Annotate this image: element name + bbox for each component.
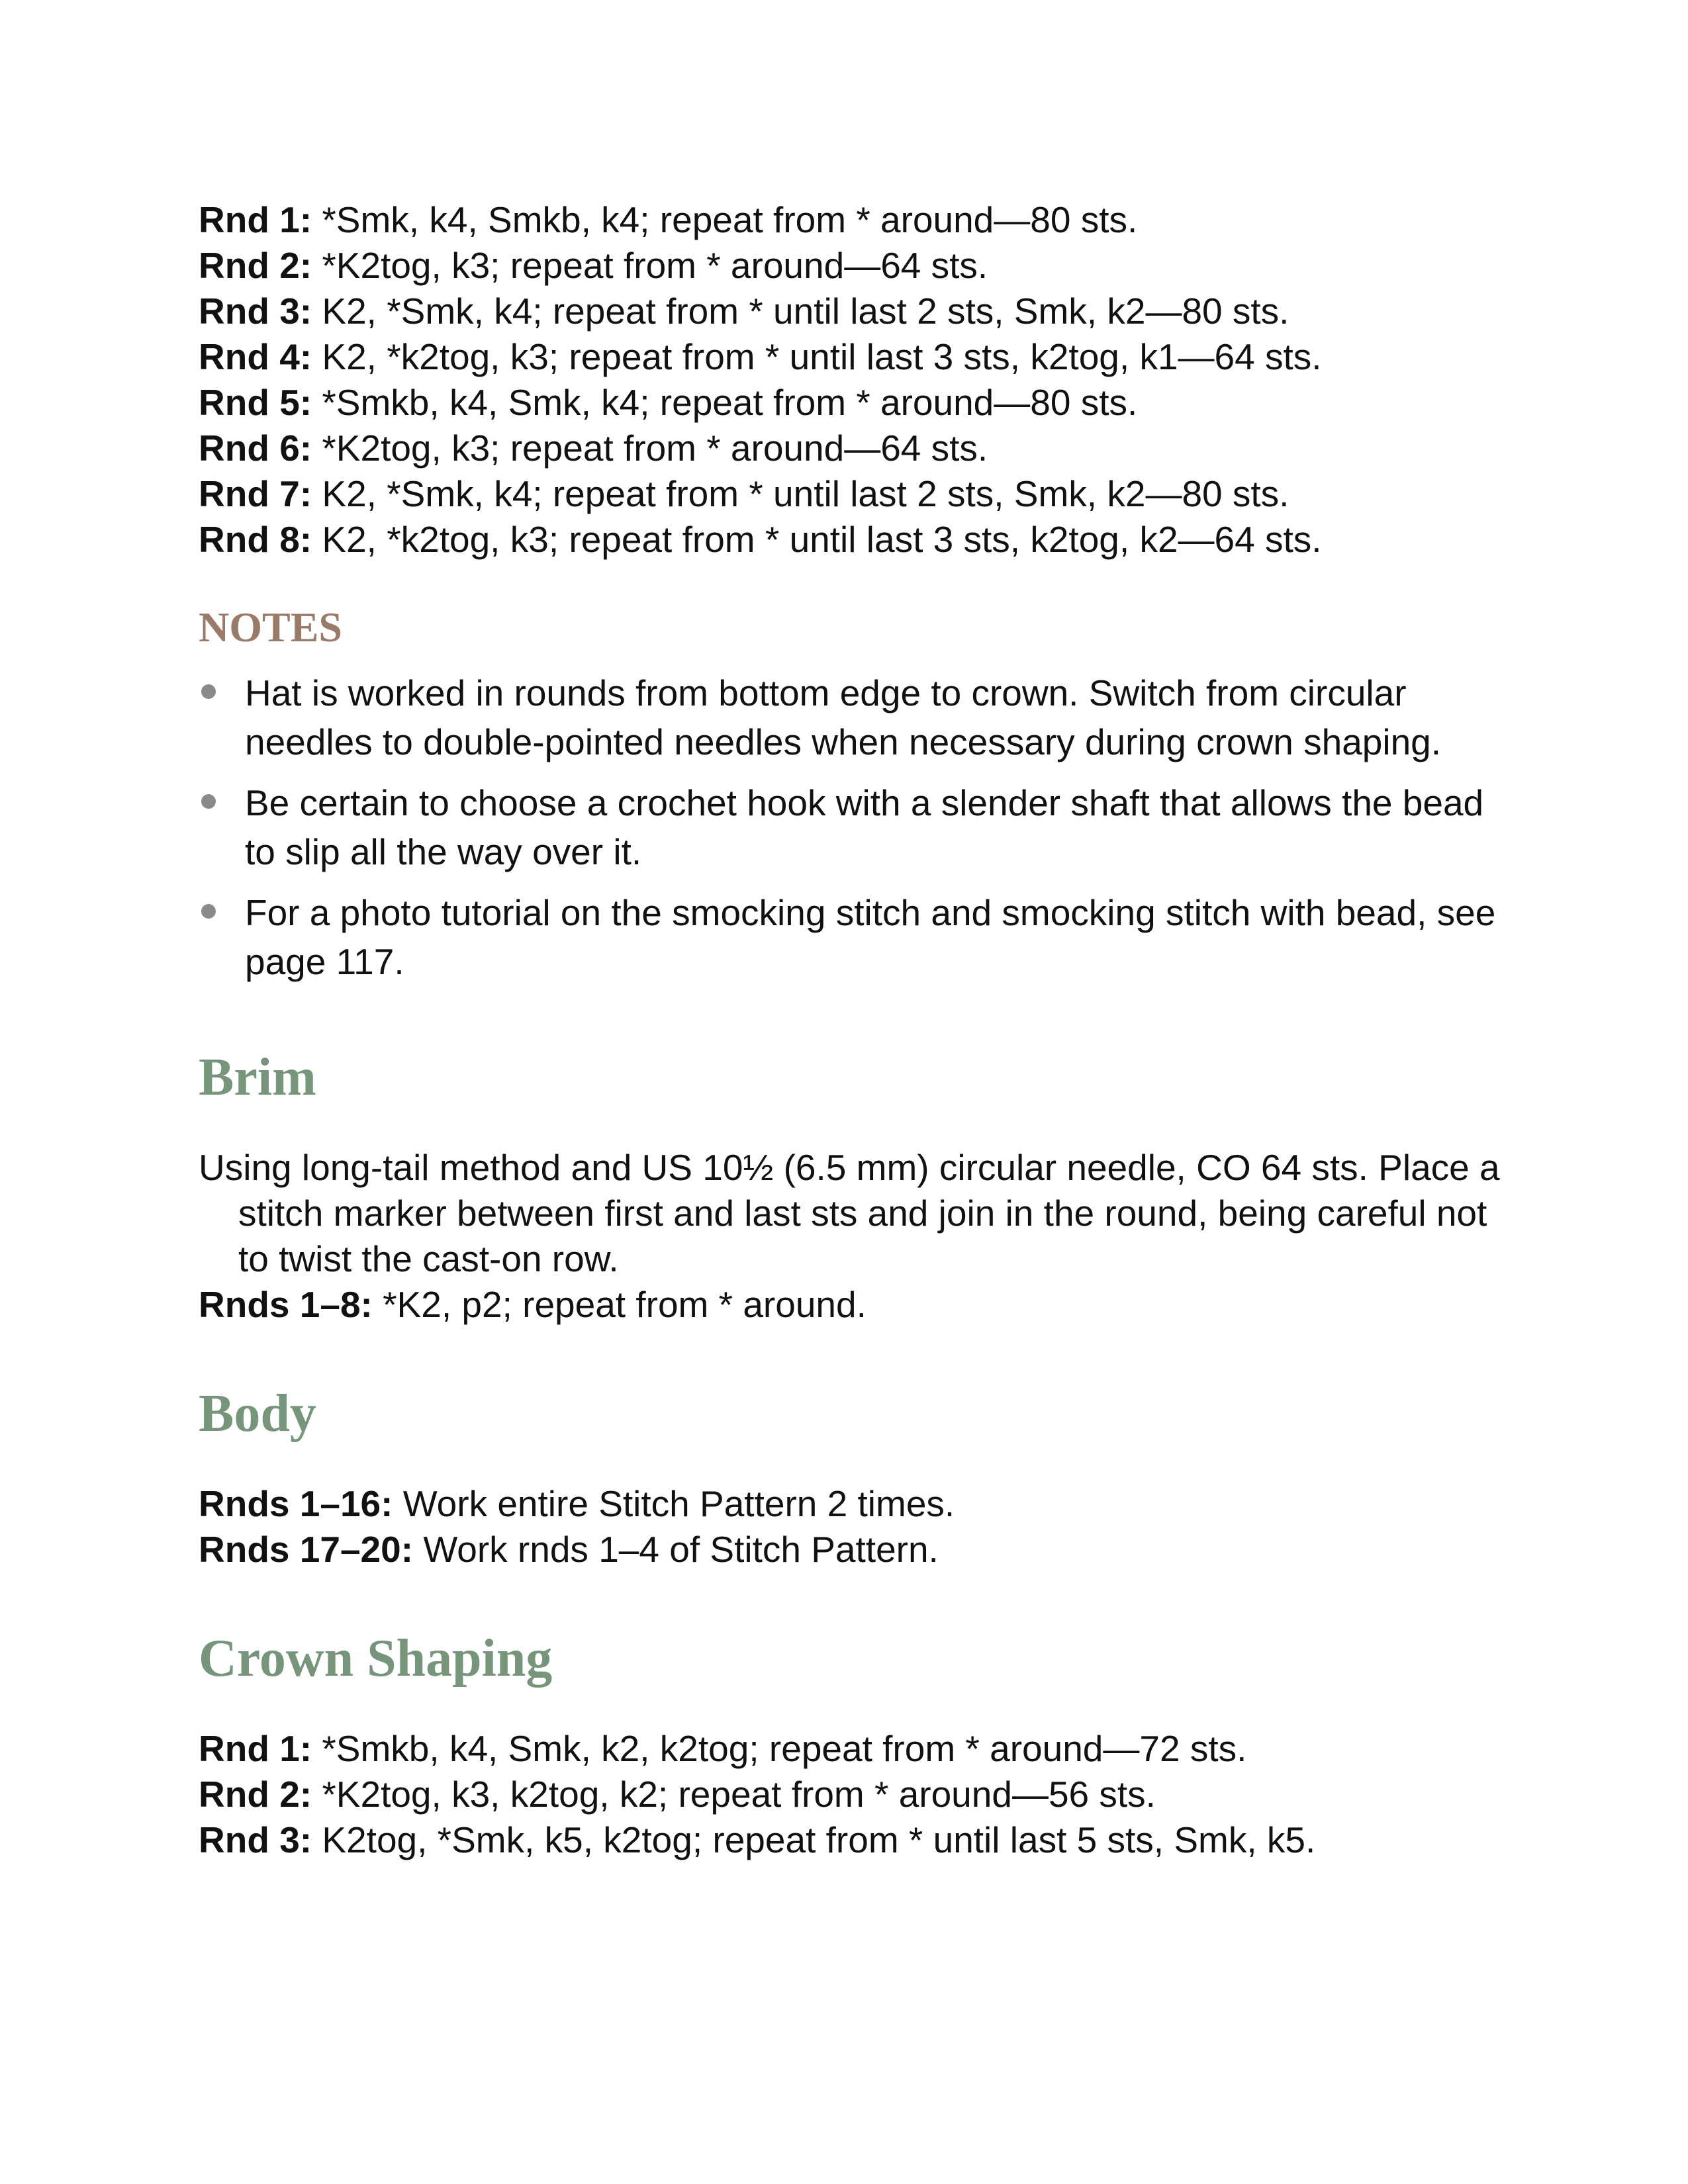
round-text: K2, *k2tog, k3; repeat from * until last 3 sts, k2tog, k2—64 sts. (312, 519, 1322, 560)
crown-shaping-heading: Crown Shaping (199, 1629, 553, 1688)
round-line (199, 334, 1509, 380)
round-label: Rnds 1–16: (199, 1483, 393, 1524)
round-label: Rnd 4: (199, 336, 312, 377)
round-line (199, 1817, 1509, 1863)
round-label: Rnd 3: (199, 291, 312, 332)
notes-heading: NOTES (199, 604, 342, 651)
round-line (199, 1481, 1509, 1527)
round-line (199, 380, 1509, 426)
body-rounds (199, 1481, 1509, 1572)
list-item (199, 778, 1509, 876)
round-line (199, 517, 1509, 563)
round-text: *K2tog, k3, k2tog, k2; repeat from * around—56 sts. (312, 1774, 1156, 1815)
round-text: K2, *k2tog, k3; repeat from * until last 3 sts, k2tog, k1—64 sts. (312, 336, 1322, 377)
brim-instructions: Using long-tail method and US 10½ (6.5 mm) circular needle, CO 64 sts. Place a stitch marker between first and last sts and join in the round, being careful not to twist the cast-on row. (199, 1147, 1500, 1279)
stitch-pattern-rounds (199, 197, 1509, 563)
round-line (199, 1726, 1509, 1772)
round-line (199, 243, 1509, 289)
pattern-page (199, 197, 1509, 1863)
round-line (199, 471, 1509, 517)
round-text: *K2tog, k3; repeat from * around—64 sts. (312, 245, 988, 286)
note-text: Be certain to choose a crochet hook with a slender shaft that allows the bead to slip all the way over it. (245, 782, 1484, 872)
notes-list (199, 668, 1509, 986)
list-item (199, 888, 1509, 986)
note-text: Hat is worked in rounds from bottom edge to crown. Switch from circular needles to double-pointed needles when necessary during crown shaping. (245, 672, 1442, 762)
note-text: For a photo tutorial on the smocking stitch and smocking stitch with bead, see page 117. (245, 892, 1496, 982)
bullet-icon (201, 684, 216, 699)
body-heading: Body (199, 1385, 316, 1443)
crown-rounds (199, 1726, 1509, 1863)
round-text: Work entire Stitch Pattern 2 times. (393, 1483, 955, 1524)
round-line (199, 1527, 1509, 1572)
round-text: K2, *Smk, k4; repeat from * until last 2 sts, Smk, k2—80 sts. (312, 291, 1289, 332)
round-text: *Smkb, k4, Smk, k2, k2tog; repeat from * around—72 sts. (312, 1728, 1247, 1769)
round-text: *Smk, k4, Smkb, k4; repeat from * around—80 sts. (312, 199, 1138, 240)
round-label: Rnd 2: (199, 245, 312, 286)
bullet-icon (201, 904, 216, 919)
round-label: Rnds 1–8: (199, 1284, 373, 1325)
round-label: Rnd 5: (199, 382, 312, 423)
round-label: Rnd 8: (199, 519, 312, 560)
round-line (199, 289, 1509, 334)
round-line (199, 1282, 1509, 1328)
round-line (199, 197, 1509, 243)
round-label: Rnd 3: (199, 1819, 312, 1860)
round-label: Rnd 1: (199, 199, 312, 240)
round-text: *K2, p2; repeat from * around. (372, 1284, 867, 1325)
round-label: Rnd 7: (199, 473, 312, 514)
round-line (199, 426, 1509, 471)
round-line (199, 1772, 1509, 1817)
round-label: Rnds 17–20: (199, 1529, 414, 1570)
round-label: Rnd 1: (199, 1728, 312, 1769)
brim-heading: Brim (199, 1048, 316, 1107)
round-label: Rnd 6: (199, 428, 312, 469)
round-label: Rnd 2: (199, 1774, 312, 1815)
bullet-icon (201, 794, 216, 809)
round-text: *Smkb, k4, Smk, k4; repeat from * around—80 sts. (312, 382, 1138, 423)
list-item (199, 668, 1509, 766)
round-text: *K2tog, k3; repeat from * around—64 sts. (312, 428, 988, 469)
round-text: K2, *Smk, k4; repeat from * until last 2 sts, Smk, k2—80 sts. (312, 473, 1289, 514)
round-text: K2tog, *Smk, k5, k2tog; repeat from * until last 5 sts, Smk, k5. (312, 1819, 1316, 1860)
round-text: Work rnds 1–4 of Stitch Pattern. (413, 1529, 939, 1570)
